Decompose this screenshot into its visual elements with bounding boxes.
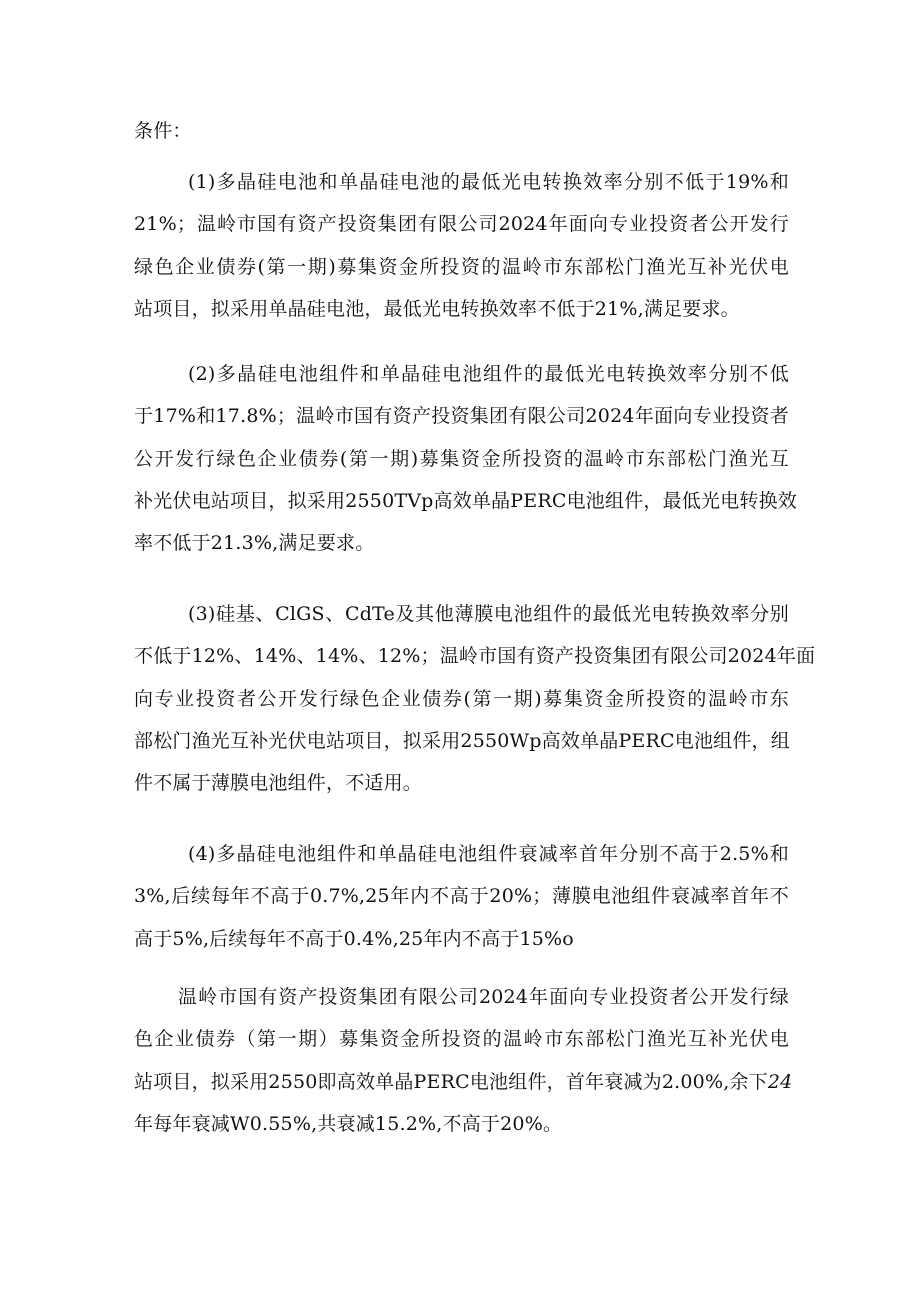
closing-line-3-text: 站项目，拟采用2550即高效单晶PERC电池组件，首年衰减为2.00%,余下 [134, 1070, 768, 1093]
item-3-line-5: 件不属于薄膜电池组件，不适用。 [134, 772, 423, 795]
closing-line-1: 温岭市国有资产投资集团有限公司2024年面向专业投资者公开发行绿 [178, 986, 789, 1008]
section-heading [134, 110, 789, 152]
item-2-line-2: 于17%和17.8%；温岭市国有资产投资集团有限公司2024年面向专业投资者 [134, 405, 789, 428]
item-4-line-3: 高于5%,后续每年不高于0.4%,25年内不高于15%o [134, 927, 574, 950]
item-2-line-3: 公开发行绿色企业债券(第一期)募集资金所投资的温岭市东部松门渔光互 [134, 447, 789, 470]
heading-text: 条件： [134, 120, 192, 142]
closing-line-3 [134, 1061, 793, 1103]
item-1-line-3: 绿色企业债券(第一期)募集资金所投资的温岭市东部松门渔光互补光伏电 [134, 255, 789, 278]
closing-paragraph [134, 976, 793, 1145]
item-1-paragraph [134, 161, 789, 330]
item-4-line-2: 3%,后续每年不高于0.7%,25年内不高于20%；薄膜电池组件衰减率首年不 [134, 885, 789, 908]
item-3-line-4: 部松门渔光互补光伏电站项目，拟采用2550Wp高效单晶PERC电池组件，组 [134, 729, 790, 752]
item-3-line-2: 不低于12%、14%、14%、12%；温岭市国有资产投资集团有限公司2024年面 [134, 645, 816, 668]
item-2-line-4: 补光伏电站项目，拟采用2550TVp高效单晶PERC电池组件，最低光电转换效 [134, 489, 798, 512]
item-1-line-1: (1)多晶硅电池和单晶硅电池的最低光电转换效率分别不低于19%和 [188, 171, 789, 193]
item-3-line-3: 向专业投资者公开发行绿色企业债券(第一期)募集资金所投资的温岭市东 [134, 687, 789, 710]
item-4-line-1: (4)多晶硅电池组件和单晶硅电池组件衰减率首年分别不高于2.5%和 [188, 843, 789, 865]
item-4-paragraph [134, 833, 789, 960]
closing-line-3-number: 24 [767, 1070, 793, 1093]
closing-line-4: 年每年衰减W0.55%,共衰减15.2%,不高于20%。 [134, 1112, 563, 1135]
item-2-line-1: (2)多晶硅电池组件和单晶硅电池组件的最低光电转换效率分别不低 [188, 363, 789, 385]
item-3-line-1: (3)硅基、ClGS、CdTe及其他薄膜电池组件的最低光电转换效率分别 [188, 603, 789, 625]
item-1-line-2: 21%；温岭市国有资产投资集团有限公司2024年面向专业投资者公开发行 [134, 213, 789, 236]
item-1-line-4: 站项目，拟采用单晶硅电池，最低光电转换效率不低于21%,满足要求。 [134, 297, 740, 320]
item-3-paragraph [134, 593, 816, 804]
closing-line-2: 色企业债券（第一期）募集资金所投资的温岭市东部松门渔光互补光伏电 [134, 1028, 789, 1051]
item-2-line-5: 率不低于21.3%,满足要求。 [134, 532, 375, 555]
item-2-paragraph [134, 353, 798, 564]
